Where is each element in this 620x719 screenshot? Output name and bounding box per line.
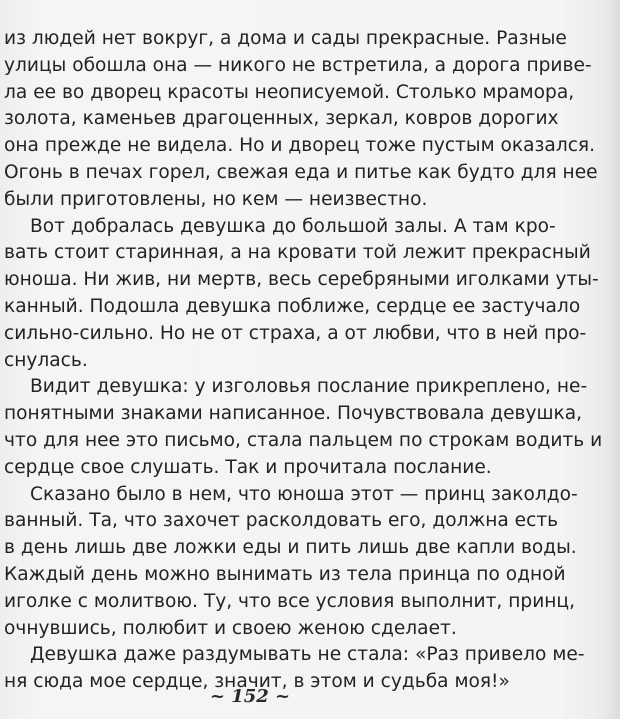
text-line: понятными знаками написанное. Почувствовала девушка, [4, 403, 583, 425]
text-line: Девушка даже раздумывать не стала: «Раз привело ме- [30, 644, 585, 666]
text-line: сердце свое слушать. Так и прочитала послание. [4, 456, 492, 478]
text-line: Вот добралась девушка до большой залы. А там кро- [30, 215, 556, 237]
page-edge-shadow [602, 0, 620, 719]
page-text [4, 26, 603, 696]
text-line: очнувшись, полюбит и своею женою сделает. [4, 617, 457, 639]
text-line: ла ее во дворец красоты неописуемой. Столько мрамора, [4, 81, 575, 103]
text-line: улицы обошла она — никого не встретила, а дорога приве- [4, 54, 592, 76]
text-line: Огонь в печах горел, свежая еда и питье как будто для нее [4, 161, 598, 183]
text-line: что для нее это письмо, стала пальцем по строкам водить и [4, 429, 603, 451]
text-line: из людей нет вокруг, а дома и сады прекрасные. Разные [4, 28, 567, 49]
text-line: ня сюда мое сердце, значит, в этом и судьба моя!» [4, 671, 510, 693]
page-number: ~ 152 ~ [209, 686, 291, 707]
text-line: золота, каменьев драгоценных, зеркал, ковров дорогих [4, 108, 559, 130]
text-line: сильно-сильно. Но не от страха, а от любви, что в ней про- [4, 322, 587, 344]
text-line: были приготовлены, но кем — неизвестно. [4, 188, 428, 210]
text-line: иголке с молитвою. Ту, что все условия выполнит, принц, [4, 590, 575, 612]
text-line: в день лишь две ложки еды и пить лишь две капли воды. [4, 537, 577, 559]
text-line: снулась. [4, 349, 88, 371]
text-line: вать стоит старинная, а на кровати той лежит прекрасный [4, 242, 591, 264]
text-line: канный. Подошла девушка поближе, сердце ее застучало [4, 295, 581, 317]
text-line: юноша. Ни жив, ни мертв, весь серебряными иголками уты- [4, 269, 599, 291]
text-line: Видит девушка: у изголовья послание прикреплено, не- [30, 376, 588, 398]
text-line: она прежде не видела. Но и дворец тоже пустым оказался. [4, 135, 596, 157]
text-line: Каждый день можно вынимать из тела принца по одной [4, 563, 566, 585]
text-line: Сказано было в нем, что юноша этот — принц заколдо- [30, 483, 578, 505]
text-line: ванный. Та, что захочет расколдовать его, должна есть [4, 510, 559, 532]
